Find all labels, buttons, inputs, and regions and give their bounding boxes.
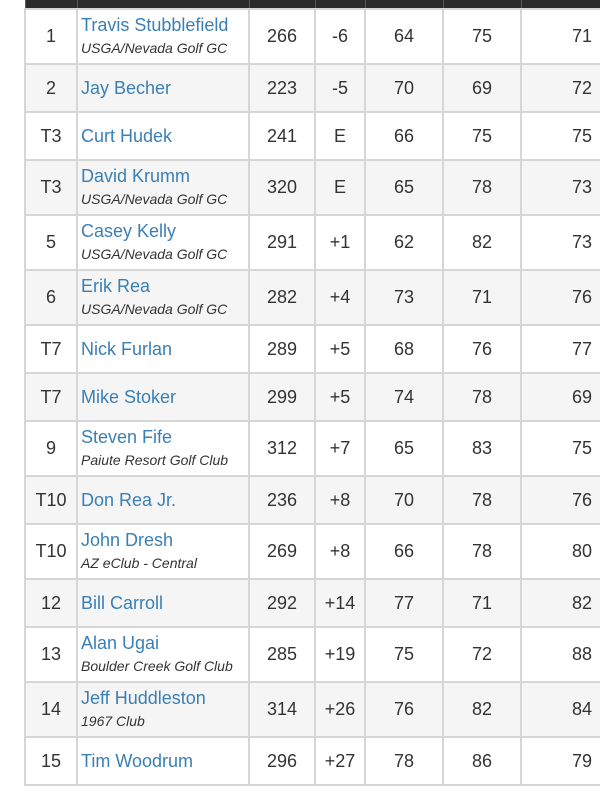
round-2-cell: 82 (443, 215, 521, 270)
to-par-cell: +5 (315, 373, 365, 421)
round-3-cell: 75 (521, 112, 600, 160)
total-cell: 292 (249, 579, 315, 627)
position-cell: 9 (25, 421, 77, 476)
total-cell: 285 (249, 627, 315, 682)
round-3-cell: 69 (521, 373, 600, 421)
position-cell: T10 (25, 524, 77, 579)
total-cell: 236 (249, 476, 315, 524)
table-row (25, 215, 600, 270)
to-par-cell: +26 (315, 682, 365, 737)
total-cell: 241 (249, 112, 315, 160)
round-3-cell: 73 (521, 160, 600, 215)
total-cell: 299 (249, 373, 315, 421)
round-2-cell: 76 (443, 325, 521, 373)
position-cell: 1 (25, 9, 77, 64)
round-1-cell: 77 (365, 579, 443, 627)
table-row (25, 627, 600, 682)
round-3-cell: 82 (521, 579, 600, 627)
player-name-link[interactable]: Bill Carroll (81, 592, 164, 613)
round-3-cell: 76 (521, 476, 600, 524)
round-2-cell: 71 (443, 579, 521, 627)
table-row (25, 9, 600, 64)
player-club: 1967 Club (81, 713, 145, 729)
player-club: AZ eClub - Central (81, 555, 197, 571)
position-cell: 12 (25, 579, 77, 627)
player-name-link[interactable]: David Krumm (81, 166, 191, 186)
total-cell: 291 (249, 215, 315, 270)
to-par-cell: -5 (315, 64, 365, 112)
total-cell: 223 (249, 64, 315, 112)
player-cell (77, 579, 249, 627)
round-2-cell: 86 (443, 737, 521, 785)
table-row (25, 524, 600, 579)
to-par-cell: +4 (315, 270, 365, 325)
total-cell: 314 (249, 682, 315, 737)
total-cell: 296 (249, 737, 315, 785)
round-3-cell: 80 (521, 524, 600, 579)
to-par-cell: +27 (315, 737, 365, 785)
round-1-cell: 65 (365, 160, 443, 215)
total-cell: 312 (249, 421, 315, 476)
player-name-link[interactable]: Erik Rea (81, 276, 151, 296)
position-cell: T3 (25, 160, 77, 215)
table-row (25, 682, 600, 737)
round-3-cell: 75 (521, 421, 600, 476)
player-cell (77, 682, 249, 737)
table-row (25, 421, 600, 476)
player-club: USGA/Nevada Golf GC (81, 301, 228, 317)
table-row (25, 325, 600, 373)
round-1-cell: 68 (365, 325, 443, 373)
to-par-cell: +8 (315, 524, 365, 579)
position-cell: 6 (25, 270, 77, 325)
to-par-cell: +5 (315, 325, 365, 373)
round-2-cell: 72 (443, 627, 521, 682)
round-3-cell: 88 (521, 627, 600, 682)
player-name-link[interactable]: Nick Furlan (81, 338, 173, 359)
round-1-cell: 66 (365, 524, 443, 579)
leaderboard-body (25, 9, 600, 785)
position-cell: 5 (25, 215, 77, 270)
player-cell (77, 215, 249, 270)
round-3-cell: 77 (521, 325, 600, 373)
round-2-cell: 82 (443, 682, 521, 737)
table-row (25, 476, 600, 524)
player-name-link[interactable]: Tim Woodrum (81, 750, 194, 771)
position-cell: T3 (25, 112, 77, 160)
player-cell (77, 64, 249, 112)
to-par-cell: +8 (315, 476, 365, 524)
round-1-cell: 65 (365, 421, 443, 476)
leaderboard-table (24, 0, 600, 786)
table-row (25, 270, 600, 325)
player-cell (77, 112, 249, 160)
total-cell: 282 (249, 270, 315, 325)
round-2-cell: 83 (443, 421, 521, 476)
position-cell: T7 (25, 373, 77, 421)
player-name-link[interactable]: Jeff Huddleston (81, 688, 206, 708)
header-to-par (315, 0, 365, 9)
position-cell: 14 (25, 682, 77, 737)
player-cell (77, 270, 249, 325)
header-round-2 (443, 0, 521, 9)
round-3-cell: 71 (521, 9, 600, 64)
player-cell (77, 524, 249, 579)
player-name-link[interactable]: Mike Stoker (81, 386, 177, 407)
player-club: Paiute Resort Golf Club (81, 452, 229, 468)
player-name-link[interactable]: John Dresh (81, 530, 174, 550)
total-cell: 269 (249, 524, 315, 579)
player-cell (77, 421, 249, 476)
round-2-cell: 78 (443, 160, 521, 215)
round-1-cell: 70 (365, 476, 443, 524)
position-cell: T10 (25, 476, 77, 524)
player-club: Boulder Creek Golf Club (81, 658, 233, 674)
to-par-cell: +19 (315, 627, 365, 682)
player-cell (77, 373, 249, 421)
header-total (249, 0, 315, 9)
round-1-cell: 62 (365, 215, 443, 270)
table-row (25, 579, 600, 627)
to-par-cell: +1 (315, 215, 365, 270)
table-row (25, 737, 600, 785)
round-1-cell: 76 (365, 682, 443, 737)
player-club: USGA/Nevada Golf GC (81, 191, 228, 207)
header-round-1 (365, 0, 443, 9)
player-name-link[interactable]: Alan Ugai (81, 633, 160, 653)
player-name-link[interactable]: Casey Kelly (81, 221, 177, 241)
to-par-cell: +14 (315, 579, 365, 627)
position-cell: 15 (25, 737, 77, 785)
header-position (25, 0, 77, 9)
round-3-cell: 72 (521, 64, 600, 112)
header-round-3 (521, 0, 600, 9)
player-club: USGA/Nevada Golf GC (81, 246, 228, 262)
table-row (25, 64, 600, 112)
player-club: USGA/Nevada Golf GC (81, 40, 228, 56)
round-2-cell: 75 (443, 112, 521, 160)
player-name-link[interactable]: Curt Hudek (81, 125, 173, 146)
player-cell (77, 325, 249, 373)
position-cell: T7 (25, 325, 77, 373)
to-par-cell: E (315, 160, 365, 215)
player-name-link[interactable]: Jay Becher (81, 77, 172, 98)
to-par-cell: -6 (315, 9, 365, 64)
leaderboard-header (25, 0, 600, 9)
round-2-cell: 78 (443, 476, 521, 524)
round-2-cell: 78 (443, 524, 521, 579)
round-2-cell: 69 (443, 64, 521, 112)
round-1-cell: 78 (365, 737, 443, 785)
player-cell (77, 9, 249, 64)
player-name-link[interactable]: Don Rea Jr. (81, 489, 177, 510)
total-cell: 289 (249, 325, 315, 373)
round-3-cell: 73 (521, 215, 600, 270)
round-3-cell: 76 (521, 270, 600, 325)
round-1-cell: 64 (365, 9, 443, 64)
player-name-link[interactable]: Steven Fife (81, 427, 173, 447)
round-1-cell: 73 (365, 270, 443, 325)
player-cell (77, 160, 249, 215)
to-par-cell: E (315, 112, 365, 160)
position-cell: 13 (25, 627, 77, 682)
position-cell: 2 (25, 64, 77, 112)
header-player (77, 0, 249, 9)
table-row (25, 373, 600, 421)
player-cell (77, 737, 249, 785)
round-2-cell: 71 (443, 270, 521, 325)
round-1-cell: 75 (365, 627, 443, 682)
table-row (25, 160, 600, 215)
total-cell: 320 (249, 160, 315, 215)
round-3-cell: 84 (521, 682, 600, 737)
round-3-cell: 79 (521, 737, 600, 785)
round-2-cell: 78 (443, 373, 521, 421)
table-row (25, 112, 600, 160)
player-cell (77, 627, 249, 682)
round-1-cell: 66 (365, 112, 443, 160)
total-cell: 266 (249, 9, 315, 64)
player-cell (77, 476, 249, 524)
to-par-cell: +7 (315, 421, 365, 476)
round-1-cell: 74 (365, 373, 443, 421)
round-1-cell: 70 (365, 64, 443, 112)
player-name-link[interactable]: Travis Stubblefield (81, 15, 229, 35)
round-2-cell: 75 (443, 9, 521, 64)
